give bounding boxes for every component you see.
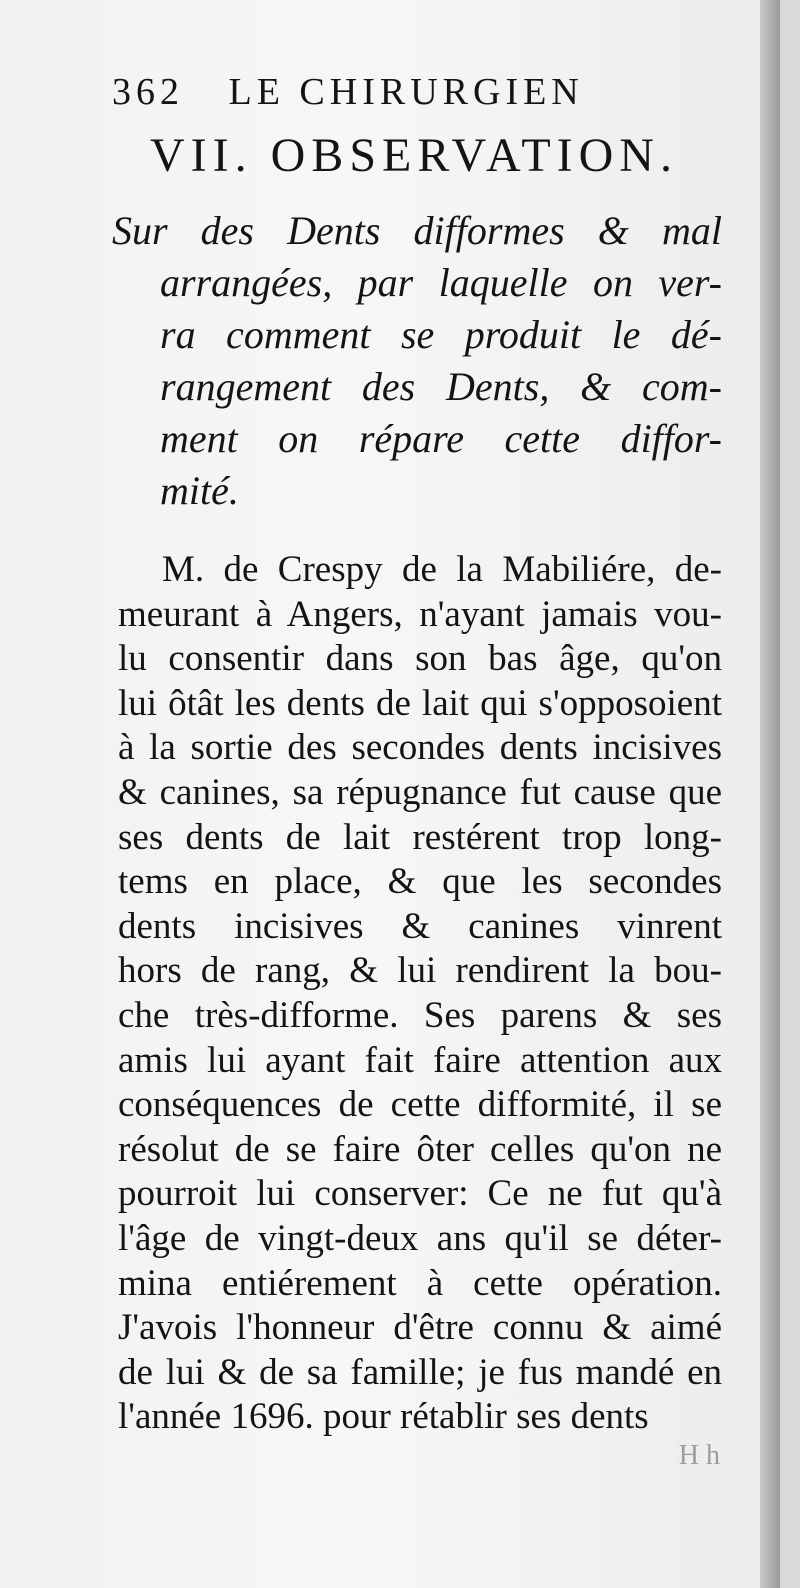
subtitle-line: ment on répare cette diffor- (160, 416, 722, 461)
body-line: de lui & de sa famille; je fus mandé en (118, 1351, 722, 1393)
body-line: che très-difforme. Ses parens & ses (118, 994, 722, 1036)
body-line: résolut de se faire ôter celles qu'on ne (118, 1128, 722, 1170)
body-line: l'année 1696. pour rétablir ses dents (118, 1396, 649, 1438)
running-head (112, 70, 722, 120)
body-line: J'avois l'honneur d'être connu & aimé (118, 1307, 722, 1349)
section-heading: VII. OBSERVATION. (150, 129, 678, 182)
body-line: amis lui ayant fait faire attention aux (118, 1039, 722, 1081)
subtitle-line: Sur des Dents difformes & mal (112, 208, 722, 253)
body-line: pourroit lui conserver: Ce ne fut qu'à (118, 1173, 722, 1215)
body-line: l'âge de vingt-deux ans qu'il se déter- (118, 1217, 722, 1259)
page-number: 362 (112, 71, 184, 113)
running-title: LE CHIRURGIEN (228, 71, 584, 113)
body-line: lu consentir dans son bas âge, qu'on (118, 638, 722, 680)
body-line: à la sortie des secondes dents incisives (118, 727, 722, 769)
body-line: mina entiérement à cette opération. (118, 1262, 722, 1304)
body-line: ses dents de lait restérent trop long- (118, 816, 722, 858)
subtitle-line: rangement des Dents, & com- (160, 364, 722, 409)
subtitle-line: ra comment se produit le dé- (160, 312, 722, 357)
body-line: tems en place, & que les secondes (118, 861, 722, 903)
body-line: M. de Crespy de la Mabiliére, de- (162, 549, 722, 590)
body-line: hors de rang, & lui rendirent la bou- (118, 950, 722, 992)
section-subtitle (112, 205, 722, 517)
body-line: dents incisives & canines vinrent (118, 905, 722, 947)
subtitle-line: mité. (160, 468, 239, 513)
body-line: meurant à Angers, n'ayant jamais vou- (118, 593, 722, 635)
signature-mark: H h (678, 1440, 720, 1471)
body-text (118, 548, 722, 1440)
page-edge (760, 0, 780, 1588)
subtitle-line: arrangées, par laquelle on ver- (160, 260, 722, 305)
body-line: lui ôtât les dents de lait qui s'opposoient (118, 682, 722, 724)
body-line: & canines, sa répugnance fut cause que (118, 771, 722, 813)
body-line: conséquences de cette difformité, il se (118, 1084, 722, 1126)
